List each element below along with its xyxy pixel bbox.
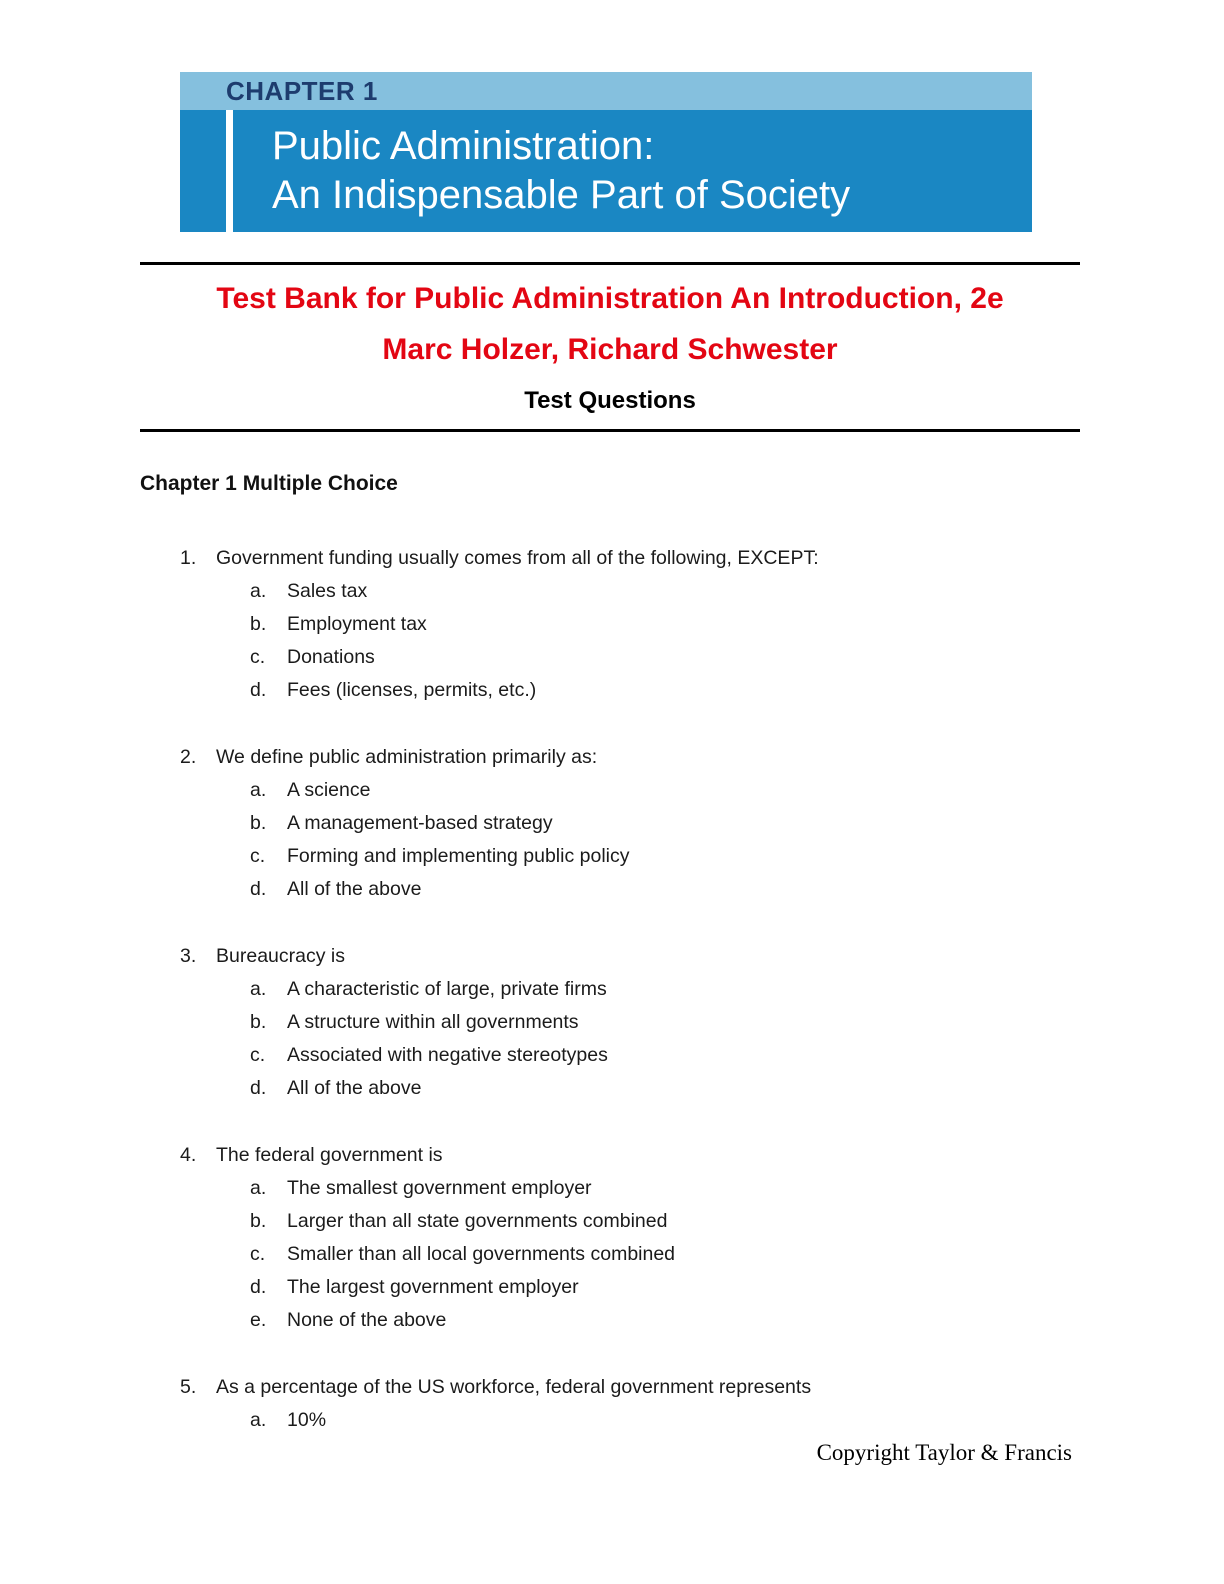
question-item [180,542,1060,707]
question-number: 1. [180,547,197,569]
option-row [250,641,1060,674]
document-subtitle: Test Questions [524,387,696,414]
option-letter: c. [250,646,266,668]
option-text: Donations [287,646,375,668]
banner-title-line2: An Indispensable Part of Society [272,173,851,217]
option-row [250,873,1060,906]
question-number: 5. [180,1376,197,1398]
question-row [180,940,1060,973]
option-row [250,1404,1060,1437]
copyright-notice: Copyright Taylor & Francis [816,1440,1072,1465]
section-heading: Chapter 1 Multiple Choice [140,472,398,495]
option-letter: a. [250,779,267,801]
question-text: We define public administration primarily as: [216,746,598,768]
option-text: All of the above [287,1077,422,1099]
divider-top [140,262,1080,265]
question-item [180,940,1060,1105]
option-row [250,608,1060,641]
chapter-label: CHAPTER 1 [226,75,378,106]
option-text: Employment tax [287,613,427,635]
option-text: None of the above [287,1309,447,1331]
option-row [250,1271,1060,1304]
option-letter: e. [250,1309,267,1331]
option-row [250,1205,1060,1238]
option-text: 10% [287,1409,327,1431]
banner-accent-bar [226,110,233,232]
option-text: A characteristic of large, private firms [287,978,607,1000]
question-item [180,1139,1060,1337]
option-letter: b. [250,1011,267,1033]
question-row [180,741,1060,774]
option-text: All of the above [287,878,422,900]
question-item [180,741,1060,906]
banner-title [272,122,1032,220]
document-title-line1: Test Bank for Public Administration An Introduction, 2e [216,282,1004,315]
option-letter: d. [250,679,267,701]
question-row [180,1371,1060,1404]
option-letter: a. [250,978,267,1000]
chapter-banner [180,72,1032,232]
chapter-banner-strip [180,72,1032,110]
option-letter: b. [250,1210,267,1232]
option-letter: d. [250,1077,267,1099]
document-title-line2: Marc Holzer, Richard Schwester [382,333,838,366]
divider-bottom [140,429,1080,432]
question-row [180,542,1060,575]
title-block [140,273,1080,419]
option-letter: a. [250,1177,267,1199]
option-row [250,1006,1060,1039]
option-text: A science [287,779,371,801]
option-row [250,774,1060,807]
option-text: Smaller than all local governments combined [287,1243,676,1265]
option-letter: c. [250,1243,266,1265]
option-letter: a. [250,580,267,602]
question-number: 3. [180,945,197,967]
option-text: Sales tax [287,580,368,602]
question-text: Bureaucracy is [216,945,345,967]
question-text: The federal government is [216,1144,443,1166]
option-text: Larger than all state governments combined [287,1210,668,1232]
question-text: Government funding usually comes from all of the following, EXCEPT: [216,547,819,569]
option-row [250,1072,1060,1105]
option-text: Forming and implementing public policy [287,845,630,867]
question-text: As a percentage of the US workforce, federal government represents [216,1376,812,1398]
banner-title-line1: Public Administration: [272,124,655,169]
option-row [250,1172,1060,1205]
option-row [250,840,1060,873]
option-row [250,807,1060,840]
questions-list [180,542,1060,1437]
option-letter: b. [250,812,267,834]
option-text: Fees (licenses, permits, etc.) [287,679,537,701]
option-text: The largest government employer [287,1276,579,1298]
option-text: The smallest government employer [287,1177,592,1199]
question-item [180,1371,1060,1437]
question-row [180,1139,1060,1172]
option-letter: d. [250,878,267,900]
option-row [250,1238,1060,1271]
question-number: 2. [180,746,197,768]
option-letter: d. [250,1276,267,1298]
option-letter: b. [250,613,267,635]
option-row [250,575,1060,608]
option-row [250,1039,1060,1072]
option-letter: a. [250,1409,267,1431]
option-row [250,674,1060,707]
option-row [250,1304,1060,1337]
option-text: Associated with negative stereotypes [287,1044,608,1066]
option-letter: c. [250,1044,266,1066]
option-text: A management-based strategy [287,812,553,834]
question-number: 4. [180,1144,197,1166]
option-row [250,973,1060,1006]
chapter-banner-main [180,110,1032,232]
option-text: A structure within all governments [287,1011,579,1033]
option-letter: c. [250,845,266,867]
